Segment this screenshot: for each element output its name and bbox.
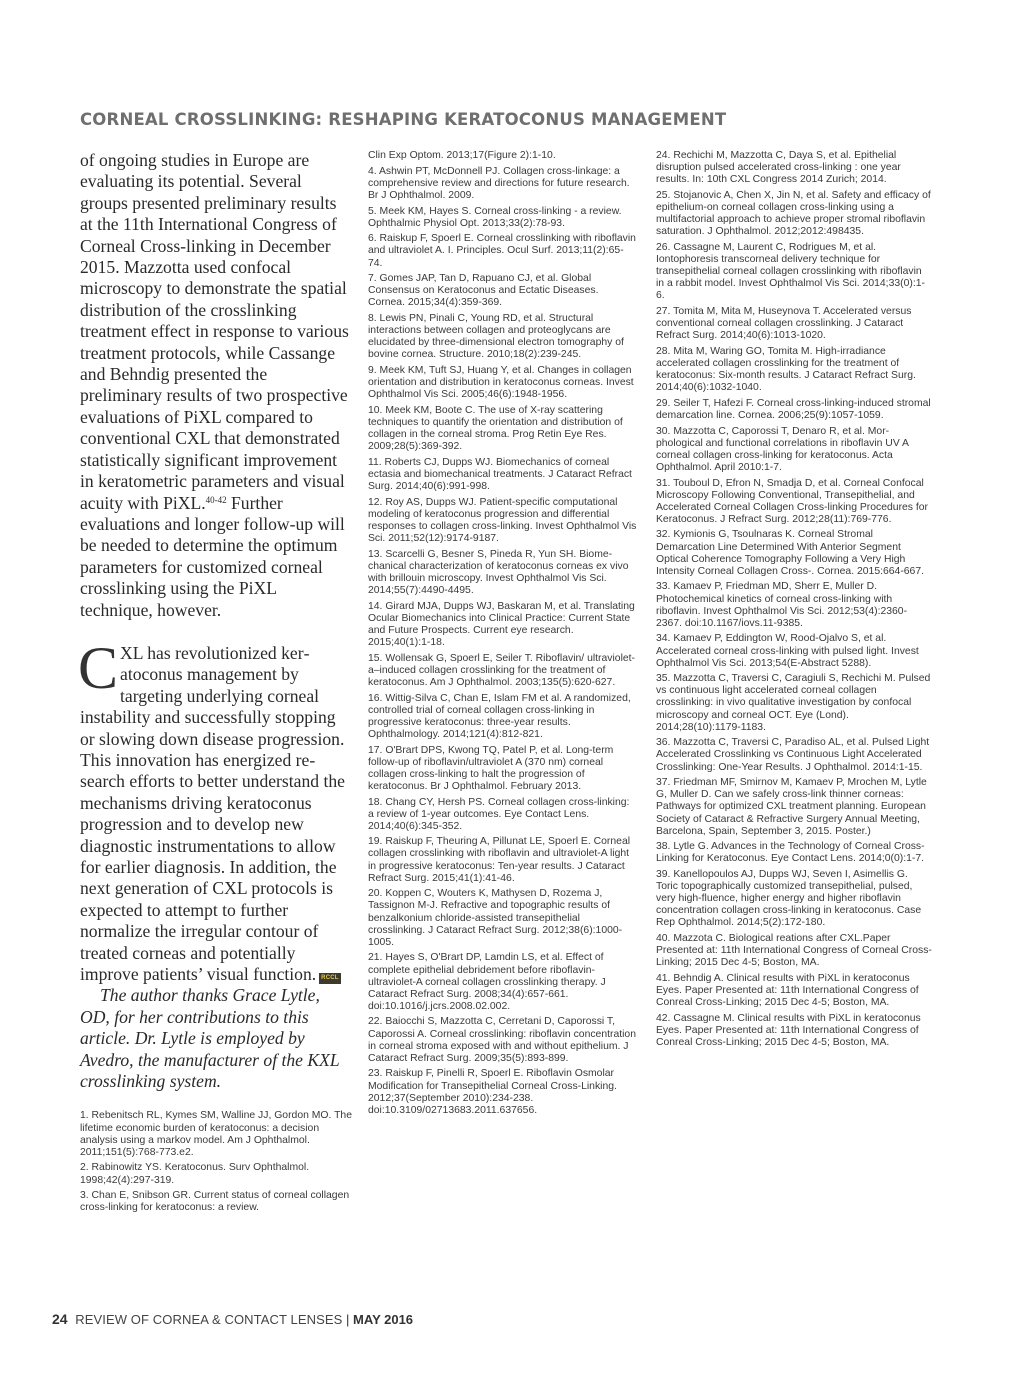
reference-item: 37. Friedman MF, Smirnov M, Kamaev P, Mrochen M, Lytle G, Muller D. Can we safely cross-link thinner corneas: Pathways for optimized CXL treatment planning. European Society of Cataract & Refractive Surgery Annual Meeting, Barcelona, Spain, September 3, 2015. Poster.) (656, 777, 927, 837)
body-column (80, 150, 352, 1218)
reference-item: 9. Meek KM, Tuft SJ, Huang Y, et al. Changes in collagen orientation and distribution in keratoconus corneas. Invest Ophthalmol Vis Sci. 2005;46(6):1948-1956. (368, 365, 634, 401)
reference-item: 30. Mazzotta C, Caporossi T, Denaro R, et al. Morphological and functional correlations in riboflavin UV A corneal collagen cross-linking for keratoconus. Acta Ophthalmol. April 2010:1-7. (656, 425, 909, 473)
reference-item: 7. Gomes JAP, Tan D, Rapuano CJ, et al. Global Consensus on Keratoconus and Ectatic Diseases. Cornea. 2015;34(4):359-369. (368, 273, 599, 309)
reference-item: 26. Cassagne M, Laurent C, Rodrigues M, et al. Iontophoresis transcorneal delivery technique for transepithelial corneal collagen crosslinking with riboflavin in a rabbit model. Invest Ophthalmol Vis Sci. 2014;33(0):1-6. (656, 241, 925, 302)
reference-item: 39. Kanellopoulos AJ, Dupps WJ, Seven I, Asimellis G. Toric topographically customized transepithelial, pulsed, very high-fluence, higher energy and higher riboflavin concentration collagen cross-linking in keratoconus. Case Rep Ophthalmol. 2014;5(2):172-180. (656, 869, 922, 929)
running-head: CORNEAL CROSSLINKING: RESHAPING KERATOCONUS MANAGEMENT (80, 110, 727, 129)
reference-item: 15. Wollensak G, Spoerl E, Seiler T. Riboflavin/ ultraviolet-a–induced collagen crosslinking for the treatment of keratoconus. Am J Ophthalmol. 2003;135(5):620-627. (368, 652, 636, 688)
drop-cap: C (78, 634, 119, 701)
reference-item: 13. Scarcelli G, Besner S, Pineda R, Yun SH. Biomechanical characterization of keratoconus corneas ex vivo with brillouin microscopy. Invest Ophthalmol Vis Sci. 2014;55(7):4490-4495. (368, 548, 629, 597)
reference-item: 4. Ashwin PT, McDonnell PJ. Collagen cross-linkage: a comprehensive review and directions for future research. Br J Ophthalmol. 2009. (368, 165, 630, 201)
reference-item: 23. Raiskup F, Pinelli R, Spoerl E. Riboflavin Osmolar Modification for Transepithelial Corneal Cross-Linking. 2012;37(September 2010):234-238. doi:10.3109/02713683.2011.637656. (368, 1068, 617, 1116)
reference-item: 14. Girard MJA, Dupps WJ, Baskaran M, et al. Translating Ocular Biomechanics into Clinical Practice: Current State and Future Prospects. Current eye research. 2015;40(1):1-18. (368, 600, 635, 648)
page-footer (52, 1311, 413, 1327)
reference-item: 42. Cassagne M. Clinical results with PiXL in keratoconus Eyes. Paper Presented at: 11th International Congress of Conreal Cross-Linking; 2015 Dec 4-5; Boston, MA. (656, 1012, 921, 1049)
reference-item: 33. Kamaev P, Friedman MD, Sherr E, Muller D. Photochemical kinetics of corneal cross-linking with riboflavin. Invest Ophthalmol Vis Sci. 2012;53(4):2360-2367. doi:10.1167/iovs.11-9385. (656, 581, 908, 629)
issue-date: MAY 2016 (353, 1312, 414, 1327)
reference-item: 40. Mazzota C. Biological reations after CXL.Paper Presented at: 11th International Congress of Corneal Cross-Linking; 2015 Dec 4-5; Boston, MA. (656, 933, 932, 969)
reference-item: 28. Mita M, Waring GO, Tomita M. High-irradiance accelerated collagen crosslinking for the treatment of keratoconus: Six-month results. J Cataract Refract Surg. 2014;40(6):1032-1040. (656, 345, 916, 394)
para2-text: XL has revolutionized keratoconus management by targeting underlying corneal instability and successfully stopping or slowing down disease progression. This innovation has energized research efforts to better understand the mechanisms driving keratoconus progression and to develop new diagnostic instrumentations to allow for earlier diagnosis. In addition, the next generation of CXL protocols is expected to attempt to further normalize the irregular contour of treated corneas and potentially improve patients’ visual function. (80, 642, 345, 985)
body-paragraph-2 (78, 634, 352, 986)
reference-item: 24. Rechichi M, Mazzotta C, Daya S, et al. Epithelial disruption pulsed accelerated cross-linking : one year results. In: 10th CXL Congress 2014 Zurich; 2014. (656, 150, 901, 186)
references-left (80, 1110, 352, 1214)
citation-superscript: 40-42 (205, 494, 227, 505)
reference-item: 12. Roy AS, Dupps WJ. Patient-specific computational modeling of keratoconus progression and differential responses to collagen cross-linking. Invest Ophthalmol Vis Sci. 2011;52(12):9174-9187. (368, 496, 637, 545)
end-mark-icon: RCCL (319, 973, 340, 984)
journal-name: REVIEW OF CORNEA & CONTACT LENSES (75, 1312, 343, 1327)
reference-item: 20. Koppen C, Wouters K, Mathysen D, Rozema J, Tassignon M-J. Refractive and topographic results of benzalkonium chloride-assisted transepithelial crosslinking. J Cataract Refract Surg. 2012;38(6):1000-1005. (368, 888, 623, 948)
reference-item: 18. Chang CY, Hersh PS. Corneal collagen cross-linking: a review of 1-year outcomes. Eye Contact Lens. 2014;40(6):345-352. (368, 796, 630, 832)
reference-item: 1. Rebenitsch RL, Kymes SM, Walline JJ, Gordon MO. The lifetime economic burden of keratoconus: a decision analysis using a markov model. Am J Ophthalmol. 2011;151(5):768-773.e2. (80, 1110, 352, 1158)
reference-item: 21. Hayes S, O'Brart DP, Lamdin LS, et al. Effect of complete epithelial debridement before riboflavin-ultraviolet-A corneal collagen crosslinking therapy. J Cataract Refract Surg. 2008;34(4):657-661. doi:10.1016/j.jcrs.2008.02.002. (368, 952, 606, 1012)
reference-item: 10. Meek KM, Boote C. The use of X-ray scattering techniques to quantify the orientation and distribution of collagen in the corneal stroma. Prog Retin Eye Res. 2009;28(5):369-392. (368, 404, 623, 453)
page-number: 24 (52, 1311, 68, 1327)
body-paragraph-1 (80, 150, 352, 621)
reference-item: 2. Rabinowitz YS. Keratoconus. Surv Ophthalmol. 1998;42(4):297-319. (80, 1162, 310, 1186)
reference-item: 29. Seiler T, Hafezi F. Corneal cross-linking-induced stromal demarcation line. Cornea. 2006;25(9):1057-1059. (656, 397, 931, 421)
references-right (656, 150, 932, 1053)
reference-item: 36. Mazzotta C, Traversi C, Paradiso AL, et al. Pulsed Light Accelerated Crosslinking vs Continuous Light Accelerated Crosslinking: One-Year Results. J Ophthalmol. 2014:1-15. (656, 737, 930, 773)
reference-item: 8. Lewis PN, Pinali C, Young RD, et al. Structural interactions between collagen and proteoglycans are elucidated by three-dimensional electron tomography of bovine cornea. Structure. 2010;18(2):239-245. (368, 313, 624, 361)
reference-item: 11. Roberts CJ, Dupps WJ. Biomechanics of corneal ectasia and biomechanical treatments. J Cataract Refract Surg. 2014;40(6):991-998. (368, 456, 632, 493)
reference-item: 5. Meek KM, Hayes S. Corneal cross-linking - a review. Ophthalmic Physiol Opt. 2013;33(2):78-93. (368, 205, 622, 229)
reference-item: 32. Kymionis G, Tsoulnaras K. Corneal Stromal Demarcation Line Determined With Anterior Segment Optical Coherence Tomography Following a Very High Intensity Corneal Collagen Cross-. Cornea. 2015:664-667. (656, 529, 925, 577)
reference-item: 27. Tomita M, Mita M, Huseynova T. Accelerated versus conventional corneal collagen crosslinking. J Cataract Refract Surg. 2014;40(6):1013-1020. (656, 305, 912, 342)
reference-item: 35. Mazzotta C, Traversi C, Caragiuli S, Rechichi M. Pulsed vs continuous light accelerated corneal collagen crosslinking: in vivo qualitative investigation by confocal microscopy and corneal OCT. Eye (Lond). 2014;28(10):1179-1183. (656, 673, 931, 733)
para1-text: of ongoing studies in Europe are evaluating its potential. Several groups presented preliminary results at the 11th International Congress of Corneal Cross-linking in December 2015. Mazzotta used confocal microscopy to demonstrate the spatial distribution of the crosslinking treatment effect in response to various treatment protocols, while Cassange and Behndig presented the preliminary results of two prospective evaluations of PiXL compared to conventional CXL that demonstrated statistically significant improvement in keratometric parameters and visual acuity with PiXL. (80, 150, 349, 513)
reference-item: 22. Baiocchi S, Mazzotta C, Cerretani D, Caporossi T, Caporossi A. Corneal crosslinking: riboflavin concentration in corneal stroma exposed with and without epithelium. J Cataract Refract Surg. 2009;35(5):893-899. (368, 1016, 636, 1064)
reference-item: 25. Stojanovic A, Chen X, Jin N, et al. Safety and efficacy of epithelium-on corneal collagen cross-linking using a multifactorial approach to achieve proper stromal riboflavin saturation. J Ophthalmol. 2012;2012:498435. (656, 189, 931, 238)
reference-item: 34. Kamaev P, Eddington W, Rood-Ojalvo S, et al. Accelerated corneal cross-linking with pulsed light. Invest Ophthalmol Vis Sci. 2013;54(E-Abstract 5288). (656, 633, 919, 669)
reference-item: 17. O'Brart DPS, Kwong TQ, Patel P, et al. Long-term follow-up of riboflavin/ultraviolet A (370 nm) corneal collagen cross-linking to halt the progression of keratoconus. Br J Ophthalmol. February 2013. (368, 744, 614, 792)
reference-item: 41. Behndig A. Clinical results with PiXL in keratoconus Eyes. Paper Presented at: 11th International Congress of Conreal Cross-Linking; 2015 Dec 4-5; Boston, MA. (656, 973, 919, 1009)
reference-item: 19. Raiskup F, Theuring A, Pillunat LE, Spoerl E. Corneal collagen crosslinking with riboflavin and ultraviolet-A light in progressive keratoconus: Ten-year results. J Cataract Refract Surg. 2015;41(1):41-46. (368, 836, 631, 884)
reference-item: Clin Exp Optom. 2013;17(Figure 2):1-10. (368, 150, 556, 161)
references-middle (368, 150, 638, 1120)
reference-item: 3. Chan E, Snibson GR. Current status of corneal collagen cross-linking for keratoconus: a review. (80, 1190, 350, 1214)
footer-separator: | (346, 1312, 350, 1327)
reference-item: 6. Raiskup F, Spoerl E. Corneal crosslinking with riboflavin and ultraviolet A. I. Principles. Ocul Surf. 2013;11(2):65-74. (368, 233, 636, 269)
para1-tail: Further evaluations and longer follow-up will be needed to determine the optimum parameters for customized corneal crosslinking using the PiXL technique, however. (80, 492, 345, 620)
reference-item: 31. Touboul D, Efron N, Smadja D, et al. Corneal Confocal Microscopy Following Conventional, Transepithelial, and Accelerated Corneal Collagen Cross-linking Procedures for Keratoconus. J Refract Surg. 2012;28(11):769-776. (656, 477, 929, 525)
reference-item: 38. Lytle G. Advances in the Technology of Corneal Cross-Linking for Keratoconus. Eye Contact Lens. 2014;0(0):1-7. (656, 841, 925, 865)
reference-item: 16. Wittig-Silva C, Chan E, Islam FM et al. A randomized, controlled trial of corneal collagen cross-linking in progressive keratoconus: three-year results. Ophthalmology. 2014;121(4):812-821. (368, 692, 631, 740)
acknowledgment: The author thanks Grace Lytle, OD, for her contributions to this article. Dr. Lytle is employed by Avedro, the manufacturer of the KXL crosslinking system. (80, 985, 340, 1092)
